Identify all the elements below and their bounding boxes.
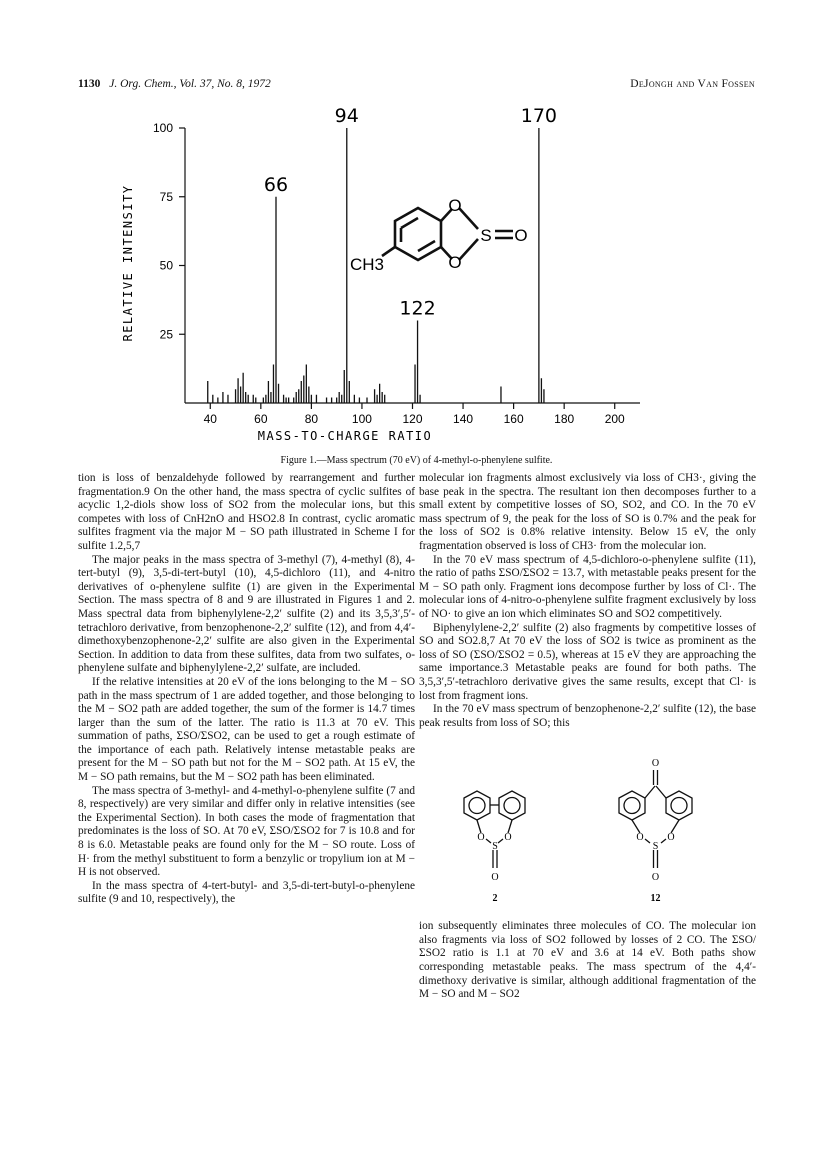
x-tick-label: 40: [203, 412, 217, 426]
y-ticks: [153, 121, 185, 341]
ring-oxygen-top: O: [448, 196, 462, 215]
compound-2-oxygen-left: O: [477, 832, 485, 844]
methyl-group: CH3: [350, 255, 385, 274]
compound-12-exo-oxygen: O: [651, 872, 660, 884]
ring-oxygen-bottom: O: [448, 253, 462, 272]
peak-label: 122: [399, 297, 436, 320]
left-paragraph-4: The mass spectra of 3-methyl- and 4-methyl-o-phenylene sulfite (7 and 8, respectively) are very similar and differ only in relative intensities (see the Experimental Section). In both cases the mode of fragmentation that predominates is the loss of SO. At 70 eV, ΣSO/ΣSO2 for 7 is 10.8 and for 8 is 6.0. Metastable peaks are found only for the M − SO route. Loss of H· from the methyl substituent to form a benzylic or tropylium ion at M − H is not observed.: [78, 784, 415, 879]
compound-structures-drawing: [419, 736, 756, 916]
x-tick-label: 120: [402, 412, 423, 426]
x-tick-label: 80: [304, 412, 319, 426]
right-paragraph-4: In the 70 eV mass spectrum of benzophenone-2,2′ sulfite (12), the base peak results from loss of SO; this: [419, 703, 756, 729]
peak-label: 94: [334, 105, 359, 127]
right-paragraph-3: Biphenylylene-2,2′ sulfite (2) also fragments by competitive losses of SO and SO2.8,7 At 70 eV the loss of SO2 is twice as prominent as the loss of SO (ΣSO/ΣSO2 = 0.5), whereas at 15 eV they are approaching the same importance.3 Metastable peaks are found for both paths. The 3,5,3′,5′-tetrachloro derivative gives the same results, except that Cl· is lost from fragment ions.: [419, 621, 756, 702]
mass-spectrum-chart: [100, 98, 660, 458]
x-tick-label: 160: [503, 412, 524, 426]
page-header: [78, 78, 755, 96]
y-tick-label: 75: [159, 189, 173, 204]
header-left: [78, 78, 271, 90]
journal-citation: J. Org. Chem., Vol. 37, No. 8, 1972: [109, 78, 271, 90]
y-axis-label: RELATIVE INTENSITY: [121, 184, 135, 342]
compound-2-oxygen-right: O: [504, 832, 512, 844]
page-number: 1130: [78, 78, 101, 90]
x-tick-label: 140: [453, 412, 474, 426]
x-tick-label: 180: [554, 412, 575, 426]
right-paragraph-1: molecular ion fragments almost exclusively via loss of CH3·, giving the base peak in the spectra. The resultant ion then decomposes further to a small extent by competitive losses of SO, SO2, and CO. In the 70 eV mass spectrum of 9, the peak for the loss of SO is 0.7% and the peak for the loss of SO2 is 0.8% relative intensity. Below 15 eV, the only fragmentation observed is loss of CH3· from the molecular ion.: [419, 472, 756, 552]
compound-2-label: 2: [492, 893, 498, 905]
x-tick-label: 60: [254, 412, 268, 426]
compound-structures: [419, 736, 756, 916]
sulfur-atom: S: [480, 226, 492, 245]
y-tick-label: 100: [152, 121, 173, 135]
right-paragraph-2: In the 70 eV mass spectrum of 4,5-dichloro-o-phenylene sulfite (11), the ratio of paths ΣSO/ΣSO2 = 13.7, with metastable peaks present for the M − SO path only. Fragment ions decompose further by loss of Cl·. The molecular ions of 4-nitro-o-phenylene sulfite fragment exclusively by loss of NO· to give an ion which eliminates SO and SO2 competitively.: [419, 553, 756, 620]
compound-12-sulfur: S: [652, 841, 659, 853]
peak-label: 66: [263, 173, 289, 196]
left-paragraph-5: In the mass spectra of 4-tert-butyl- and 3,5-di-tert-butyl-o-phenylene sulfite (9 and 10, respectively), the: [78, 879, 415, 906]
compound-12-label: 12: [650, 893, 661, 905]
compound-12-carbonyl-oxygen: O: [651, 758, 660, 770]
right-column: [419, 472, 756, 1002]
y-tick-label: 25: [159, 327, 173, 342]
right-paragraph-5: ion subsequently eliminates three molecules of CO. The molecular ion also fragments via loss of SO2 followed by losses of 2 CO. The ΣSO/ΣSO2 ratio is 1.1 at 70 eV and 3.6 at 14 eV. Both paths show corresponding metastable peaks. The mass spectrum of the 4,4′-dimethoxy derivative is similar, although additional fragmentation of the M − SO and M − SO2: [419, 920, 756, 1001]
running-authors: DeJongh and Van Fossen: [630, 78, 755, 90]
compound-2-structure: [464, 791, 525, 868]
x-axis-label: MASS-TO-CHARGE RATIO: [257, 429, 433, 443]
compound-2-sulfur: S: [492, 841, 498, 853]
x-ticks: [204, 403, 625, 426]
left-paragraph-1: tion is loss of benzaldehyde followed by rearrangement and further fragmentation.9 On the other hand, the mass spectra of cyclic sulfites of acyclic 1,2-diols show loss of SO2 from the molecular ions, but this competes with loss of CnH2nO and HSO2.8 In contrast, cyclic aromatic sulfites fragment via the major M − SO path illustrated in Scheme I for sulfite 1.2,5,7: [78, 472, 415, 552]
compound-2-exo-oxygen: O: [491, 872, 499, 884]
left-column: [78, 472, 415, 907]
exo-oxygen: O: [514, 226, 528, 245]
peak-label: 170: [520, 105, 558, 127]
compound-12-oxygen-right: O: [667, 832, 675, 844]
x-tick-label: 100: [351, 412, 372, 426]
x-tick-label: 200: [604, 412, 625, 426]
figure-caption: Figure 1.—Mass spectrum (70 eV) of 4-methyl-o-phenylene sulfite.: [280, 455, 553, 466]
mass-spectrum-figure: [100, 98, 660, 458]
left-paragraph-2: The major peaks in the mass spectra of 3-methyl (7), 4-methyl (8), 4-tert-butyl (9), 3,5-di-tert-butyl (10), 4,5-dichloro (11), and 4-nitro derivatives of o-phenylene sulfite (1) are given in the Experimental Section. The mass spectra of 8 and 9 are illustrated in Figures 1 and 2. Mass spectral data from biphenylylene-2,2′ sulfite (2) and its 3,5,3′,5′-tetrachloro derivative, from benzophenone-2,2′ sulfite (12), and from 4,4′-dimethoxybenzophenone-2,2′ sulfite are also given in the Experimental Section. In addition to data from these sulfites, data from two sulfates, o-phenylene sulfate and biphenylylene-2,2′ sulfate, are included.: [78, 553, 415, 675]
y-tick-label: 50: [159, 258, 173, 273]
compound-12-structure: [619, 770, 692, 868]
compound-12-oxygen-left: O: [636, 832, 644, 844]
left-paragraph-3: If the relative intensities at 20 eV of the ions belonging to the M − SO path in the mass spectrum of 1 are added together, and those belonging to the M − SO2 path are added together, the sum of the former is 14.7 times larger than the sum of the latter. The ratio is 11.3 at 70 eV. This summation of paths, ΣSO/ΣSO2, can be used to get a rough estimate of the importance of each path. Relatively intense metastable peaks are present for the M − SO path but not for the M − SO2 path. At 15 eV, the M − SO path remains, but the M − SO2 path has been eliminated.: [78, 675, 415, 784]
